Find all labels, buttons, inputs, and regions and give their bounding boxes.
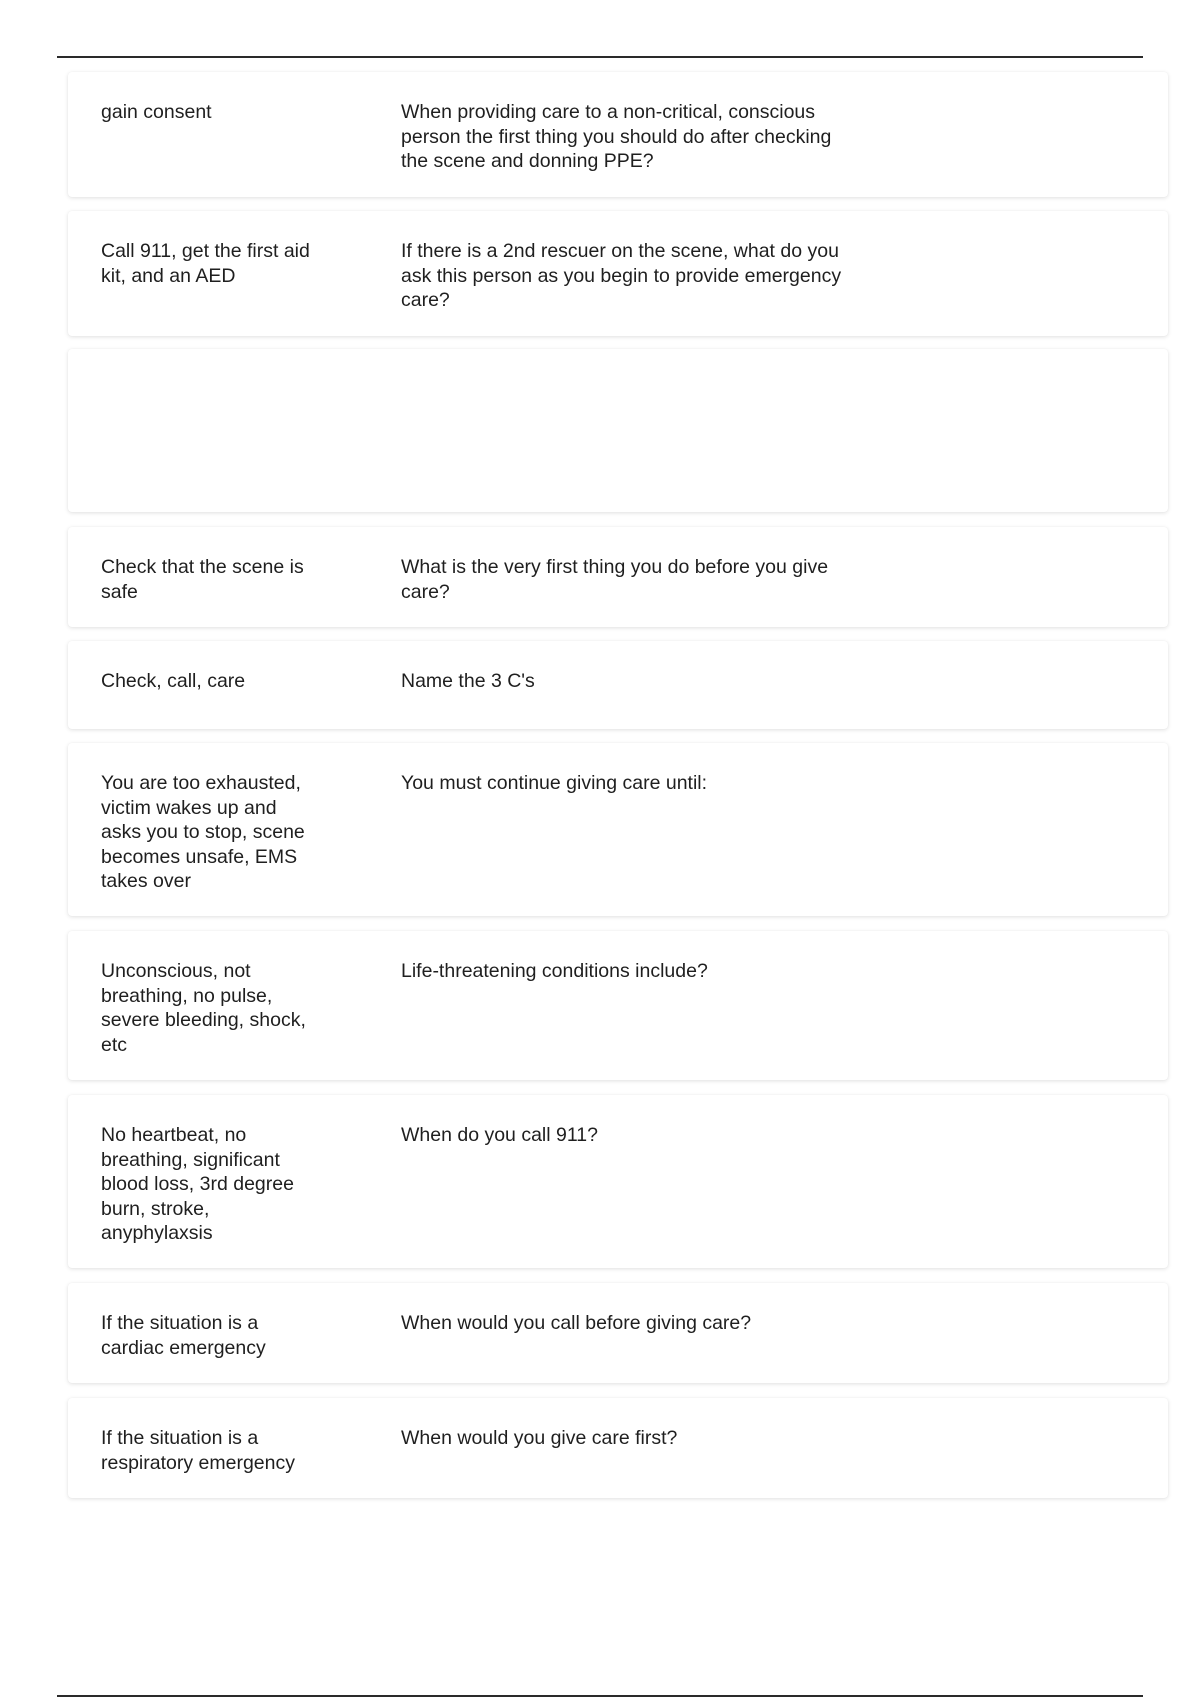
bottom-divider	[57, 1695, 1143, 1697]
card-definition: If there is a 2nd rescuer on the scene, what do you ask this person as you begin to provide emergency care?	[401, 240, 842, 311]
flashcard-8	[68, 1095, 1168, 1268]
card-definition: Life-threatening conditions include?	[401, 960, 708, 982]
flashcard-4	[68, 527, 1168, 627]
card-term: Call 911, get the first aid kit, and an AED	[101, 240, 310, 287]
flashcard-1	[68, 72, 1168, 197]
card-definition: Name the 3 C's	[401, 670, 535, 692]
card-term: Check, call, care	[101, 670, 246, 692]
card-definition: When would you give care first?	[401, 1427, 678, 1449]
card-definition: What is the very first thing you do before you give care?	[401, 556, 829, 603]
flashcard-7	[68, 931, 1168, 1080]
card-term: If the situation is a cardiac emergency	[101, 1312, 266, 1359]
card-term: You are too exhausted, victim wakes up and asks you to stop, scene becomes unsafe, EMS takes over	[101, 772, 305, 892]
flashcard-10	[68, 1398, 1168, 1498]
flashcard-6	[68, 743, 1168, 916]
card-definition: When would you call before giving care?	[401, 1312, 752, 1334]
flashcard-5	[68, 641, 1168, 729]
card-definition: You must continue giving care until:	[401, 772, 708, 794]
card-definition: When providing care to a non-critical, conscious person the first thing you should do after checking the scene and donning PPE?	[401, 101, 832, 172]
card-term: If the situation is a respiratory emergency	[101, 1427, 295, 1474]
top-divider	[57, 56, 1143, 58]
card-term: No heartbeat, no breathing, significant blood loss, 3rd degree burn, stroke, anyphylaxsis	[101, 1124, 294, 1244]
card-definition: When do you call 911?	[401, 1124, 598, 1146]
card-term: Unconscious, not breathing, no pulse, severe bleeding, shock, etc	[101, 960, 306, 1056]
flashcard-9	[68, 1283, 1168, 1383]
flashcard-3-blank	[68, 349, 1168, 512]
flashcard-2	[68, 211, 1168, 336]
card-term: Check that the scene is safe	[101, 556, 304, 603]
card-term: gain consent	[101, 101, 212, 123]
